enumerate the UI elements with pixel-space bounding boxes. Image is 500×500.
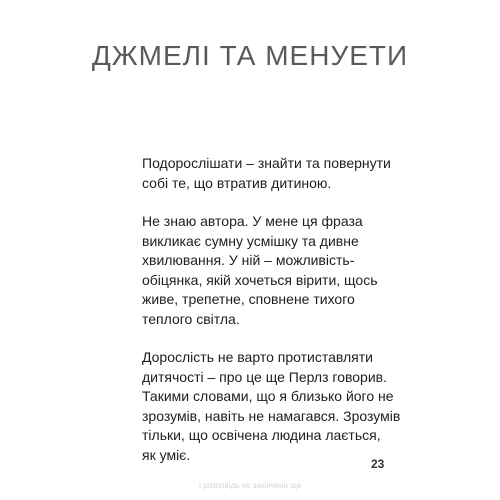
text-line: Дорослість не варто протиставляти — [142, 349, 373, 365]
text-line: собі те, що втратив дитиною. — [142, 174, 332, 191]
text-line: зрозумів, навіть не намагався. Зрозумів — [142, 407, 401, 424]
text-line: хвилювання. У ній – можливість- — [142, 252, 355, 268]
text-line: тільки, що освічена людина лається, — [142, 427, 381, 443]
footer-note: І розповідь не закінчена ще — [198, 481, 302, 490]
text-line: викликає сумну усмішку та дивне — [142, 232, 359, 249]
text-line: живе, трепетне, сповнене тихого — [142, 291, 355, 307]
paragraph — [142, 212, 412, 329]
paragraph — [142, 154, 412, 193]
text-line: Не знаю автора. У мене ця фраза — [142, 213, 363, 229]
chapter-title: ДЖМЕЛІ ТА МЕНУЕТИ — [91, 40, 409, 71]
text-line: дитячості – про це ще Перлз говорив. — [142, 368, 387, 385]
paragraph — [142, 348, 412, 465]
text-line: Такими словами, що я близько його не — [142, 388, 394, 404]
text-line: обіцянка, якій хочеться вірити, щось — [142, 271, 378, 288]
page-number: 23 — [371, 457, 385, 471]
body-text — [142, 154, 412, 465]
text-line: Подорослішати – знайти та повернути — [142, 155, 391, 171]
text-line: як уміє. — [142, 446, 191, 463]
text-line: теплого світла. — [142, 310, 240, 327]
